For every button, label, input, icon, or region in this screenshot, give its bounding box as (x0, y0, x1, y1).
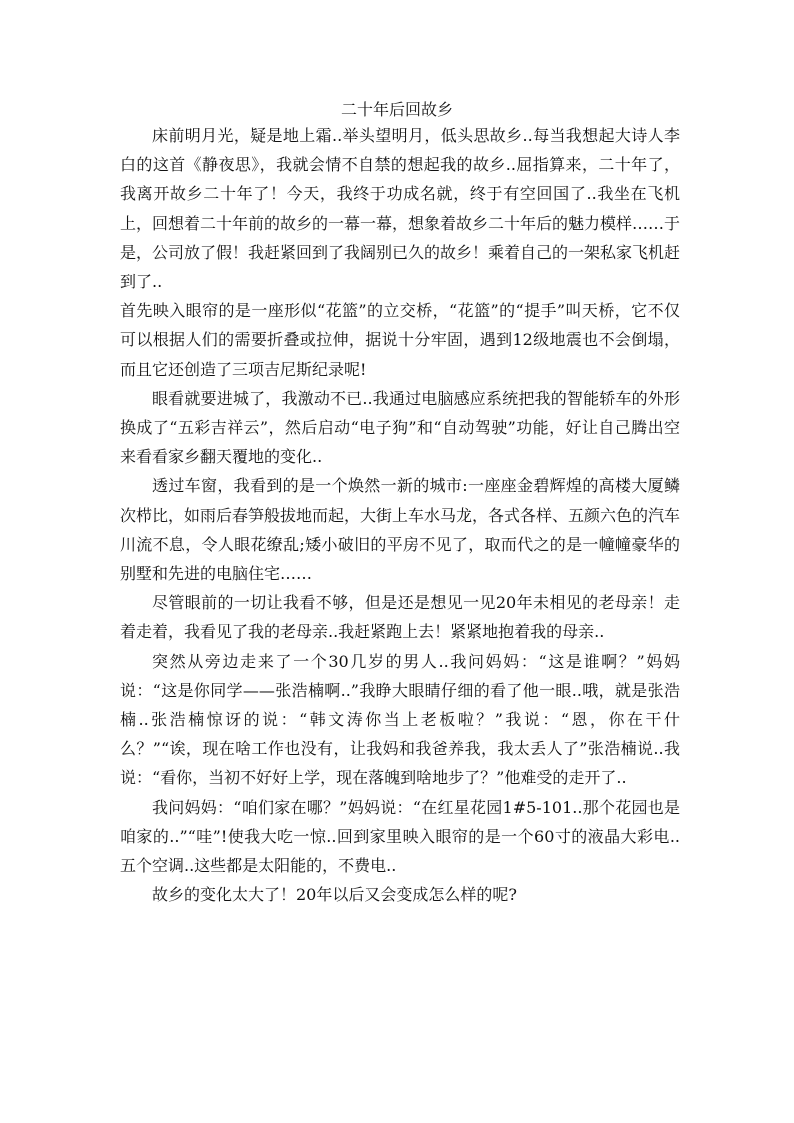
paragraph-7: 我问妈妈：“咱们家在哪？”妈妈说：“在红星花园1#5-101..那个花园也是咱家的..”“哇”!使我大吃一惊..回到家里映入眼帘的是一个60寸的液晶大彩电..五个空调..这些都是太阳能的，不费电.. (120, 797, 680, 876)
paragraph-8: 故乡的变化太大了！20年以后又会变成怎么样的呢? (152, 885, 517, 905)
document-title: 二十年后回故乡 (340, 100, 453, 119)
document-body (120, 121, 680, 909)
paragraph-1: 床前明月光，疑是地上霜..举头望明月，低头思故乡..每当我想起大诗人李白的这首《静夜思》，我就会情不自禁的想起我的故乡..屈指算来，二十年了，我离开故乡二十年了！今天，我终于功成名就，终于有空回国了..我坐在飞机上，回想着二十年前的故乡的一幕一幕，想象着故乡二十年后的魅力模样……于是，公司放了假！我赶紧回到了我阔别已久的故乡！乘着自己的一架私家飞机赶到了.. (120, 126, 681, 292)
paragraph-4: 透过车窗，我看到的是一个焕然一新的城市:一座座金碧辉煌的高楼大厦鳞次栉比，如雨后春笋般拔地而起，大街上车水马龙，各式各样、五颜六色的汽车川流不息，令人眼花缭乱;矮小破旧的平房不见了，取而代之的是一幢幢豪华的别墅和先进的电脑住宅…… (120, 476, 681, 584)
paragraph-5: 尽管眼前的一切让我看不够，但是还是想见一见20年未相见的老母亲！走着走着，我看见了我的老母亲..我赶紧跑上去！紧紧地抱着我的母亲.. (120, 593, 680, 642)
paragraph-2: 首先映入眼帘的是一座形似“花篮”的立交桥，“花篮”的“提手”叫天桥，它不仅可以根据人们的需要折叠或拉伸，据说十分牢固，遇到12级地震也不会倒塌，而且它还创造了三项吉尼斯纪录呢! (120, 301, 680, 379)
paragraph-3: 眼看就要进城了，我激动不已..我通过电脑感应系统把我的智能轿车的外形换成了“五彩吉祥云”，然后启动“电子狗”和“自动驾驶”功能，好让自己腾出空来看看家乡翻天覆地的变化.. (120, 388, 680, 467)
paragraph-6: 突然从旁边走来了一个30几岁的男人..我问妈妈：“这是谁啊？”妈妈说：“这是你同学——张浩楠啊..”我睁大眼睛仔细的看了他一眼..哦，就是张浩楠..张浩楠惊讶的说：“韩文涛你当上老板啦？”我说：“恩，你在干什么？”“诶，现在啥工作也没有，让我妈和我爸养我，我太丢人了”张浩楠说..我说：“看你，当初不好好上学，现在落魄到啥地步了？”他难受的走开了.. (120, 651, 680, 788)
